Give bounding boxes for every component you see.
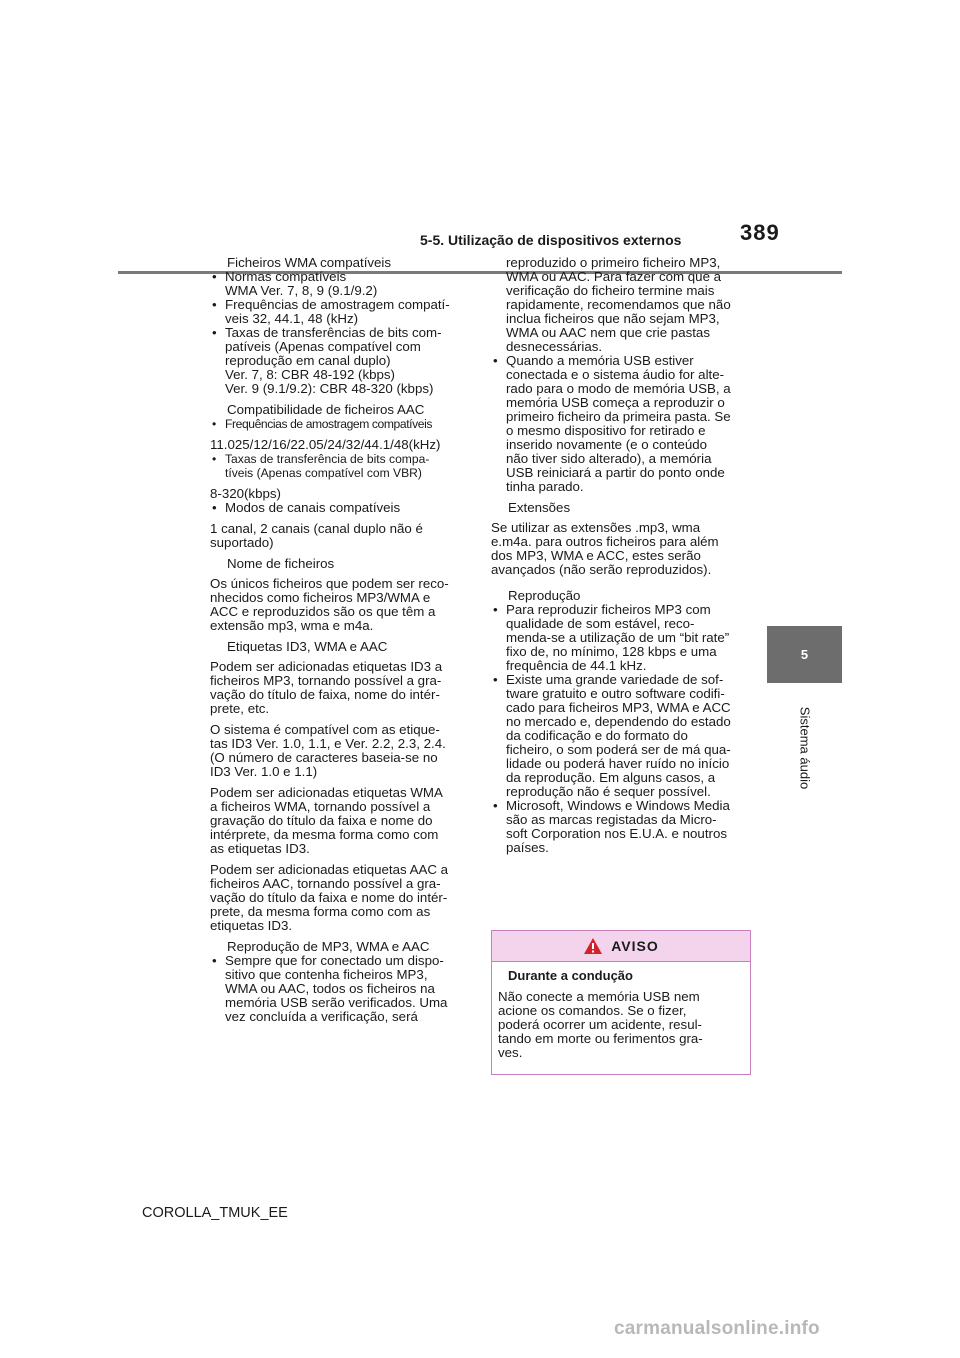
warning-box: [491, 930, 751, 1075]
warning-subtitle: Durante a condução: [508, 968, 633, 983]
tags-paragraph-4: Podem ser adicionadas etiquetas AAC a ficheiros AAC, tornando possível a gra- vação do título da faixa e nome do intér- prete, da mesma forma como com as etiquetas ID3.: [210, 862, 449, 933]
chapter-side-label: [793, 693, 817, 803]
usb-bullet: [491, 354, 753, 494]
list-item: • Existe uma grande variedade de sof- tware gratuito e outro software codifi- cado para ficheiros MP3, WMA e ACC no mercado e, dependendo do estado da codificação e do formato do ficheiro, o som poderá ser de má qua- lidade ou poderá haver ruído no início da reprodução. Em alguns casos, a reprodução não é sequer possível.: [491, 673, 753, 799]
section-title: 5-5. Utilização de dispositivos externos: [420, 232, 682, 248]
page-number: 389: [740, 220, 780, 245]
warning-header: [492, 931, 750, 962]
ext-text: Se utilizar as extensões .mp3, wma e.m4a. para outros ficheiros para além dos MP3, WMA e ACC, estes serão avançados (não serão reproduzidos).: [491, 520, 719, 577]
aac-bullet-1: [210, 417, 472, 431]
playback-bullet: [210, 954, 472, 1024]
chapter-number: 5: [800, 647, 809, 662]
footer-doc-code: COROLLA_TMUK_EE: [142, 1205, 288, 1221]
continued-text: reproduzido o primeiro ficheiro MP3, WMA ou AAC. Para fazer com que a verificação do ficheiro termine mais rapidamente, recomendamos que não inclua ficheiros que não sejam MP3, WMA ou AAC nem que crie pastas desnecessárias.: [506, 255, 731, 354]
aac-freq-values: 11.025/12/16/22.05/24/32/44.1/48(kHz): [210, 437, 441, 452]
list-item: • Para reproduzir ficheiros MP3 com qualidade de som estável, reco- menda-se a utilização de um “bit rate” fixo de, no mínimo, 128 kbps e uma frequência de 44.1 kHz.: [491, 603, 753, 673]
playback-heading: Reprodução de MP3, WMA e AAC: [227, 939, 430, 954]
list-item: • Taxas de transferência de bits compa- tíveis (Apenas compatível com VBR): [210, 452, 472, 480]
list-item: • Taxas de transferências de bits com- patíveis (Apenas compatível com reprodução em canal duplo) Ver. 7, 8: CBR 48-192 (kbps) Ver. 9 (9.1/9.2): CBR 48-320 (kbps): [210, 326, 472, 396]
list-item: • Microsoft, Windows e Windows Media são as marcas registadas da Micro- soft Corporation nos E.U.A. e noutros países.: [491, 799, 753, 855]
warning-text: Não conecte a memória USB nem acione os comandos. Se o fizer, poderá ocorrer um acidente, resul- tando em morte ou ferimentos gra- ves.: [498, 989, 703, 1060]
tags-paragraph-1: Podem ser adicionadas etiquetas ID3 a ficheiros MP3, tornando possível a gra- vação do título de faixa, nome do intér- prete, etc.: [210, 659, 443, 716]
chapter-title: Sistema áudio: [797, 706, 813, 790]
list-item: • Frequências de amostragem compatí- veis 32, 44.1, 48 (kHz): [210, 298, 472, 326]
wma-heading: Ficheiros WMA compatíveis: [227, 255, 392, 270]
repro-heading: Reprodução: [508, 588, 581, 603]
list-item: • Normas compatíveis WMA Ver. 7, 8, 9 (9.1/9.2): [210, 270, 472, 298]
aac-channel-values: 1 canal, 2 canais (canal duplo não é suportado): [210, 521, 423, 550]
ext-heading: Extensões: [508, 500, 571, 515]
names-text: Os únicos ficheiros que podem ser reco- nhecidos como ficheiros MP3/WMA e ACC e reproduzidos são os que têm a extensão mp3, wma e m4a.: [210, 576, 449, 633]
aac-bullet-3-item: • Modos de canais compatíveis: [210, 501, 472, 515]
aac-bullet-1-item: • Frequências de amostragem compatíveis: [210, 417, 472, 431]
aac-bullet-3: [210, 501, 472, 515]
left-column: [210, 256, 472, 1031]
aac-heading: Compatibilidade de ficheiros AAC: [227, 402, 425, 417]
warning-title: AVISO: [611, 938, 659, 954]
tags-paragraph-3: Podem ser adicionadas etiquetas WMA a ficheiros WMA, tornando possível a gravação do título da faixa e nome do intérprete, da mesma forma como com as etiquetas ID3.: [210, 785, 443, 856]
right-column: [491, 256, 753, 862]
aac-bullet-2: [210, 452, 472, 480]
names-heading: Nome de ficheiros: [227, 556, 335, 571]
wma-bullets: [210, 270, 472, 396]
aac-bitrate-values: 8-320(kbps): [210, 486, 281, 501]
repro-bullets: [491, 603, 753, 855]
list-item: • Sempre que for conectado um dispo- sitivo que contenha ficheiros MP3, WMA ou AAC, todos os ficheiros na memória USB serão verificados. Uma vez concluída a verificação, será: [210, 954, 472, 1024]
chapter-tab: [767, 626, 842, 683]
warning-triangle-icon: [583, 937, 603, 955]
watermark: carmanualsonline.info: [614, 1318, 820, 1339]
tags-paragraph-2: O sistema é compatível com as etique- tas ID3 Ver. 1.0, 1.1, e Ver. 2.2, 2.3, 2.4. (O número de caracteres baseia-se no ID3 Ver. 1.0 e 1.1): [210, 722, 446, 779]
tags-heading: Etiquetas ID3, WMA e AAC: [227, 639, 388, 654]
list-item: • Quando a memória USB estiver conectada e o sistema áudio for alte- rado para o modo de memória USB, a memória USB começa a reproduzir o primeiro ficheiro da primeira pasta. Se o mesmo dispositivo for retirado e inserido novamente (e o conteúdo não tiver sido alterado), a memória USB reiniciará a partir do ponto onde tinha parado.: [491, 354, 753, 494]
